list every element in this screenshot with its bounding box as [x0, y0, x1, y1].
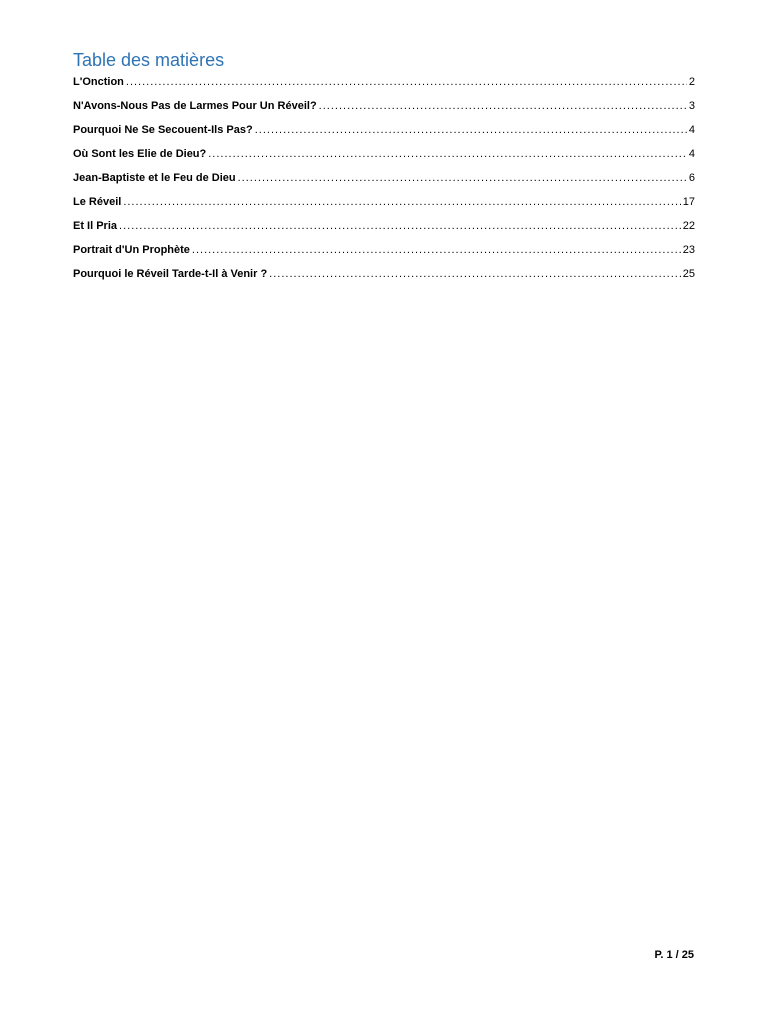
toc-entry[interactable] — [73, 98, 695, 122]
toc-entry[interactable] — [73, 74, 695, 98]
toc-entry-page[interactable]: 22 — [682, 220, 695, 232]
toc-entry[interactable] — [73, 194, 695, 218]
toc-entry-page[interactable]: 23 — [682, 244, 695, 256]
toc-dot-leader — [208, 146, 687, 162]
toc-dot-leader — [192, 242, 681, 258]
toc-dot-leader — [238, 170, 687, 186]
toc-dot-leader — [255, 122, 687, 138]
toc-dot-leader — [119, 218, 681, 234]
toc-dot-leader — [269, 266, 681, 282]
toc-entry-page[interactable]: 4 — [688, 124, 695, 136]
toc-entry-page[interactable]: 17 — [682, 196, 695, 208]
toc-entry-label[interactable]: Jean-Baptiste et le Feu de Dieu — [73, 172, 236, 184]
toc-entry[interactable] — [73, 266, 695, 290]
toc-entry-label[interactable]: Portrait d'Un Prophète — [73, 244, 190, 256]
toc-entry[interactable] — [73, 146, 695, 170]
toc-entry-page[interactable]: 25 — [682, 268, 695, 280]
toc-dot-leader — [319, 98, 687, 114]
toc-entry-label[interactable]: Pourquoi le Réveil Tarde-t-Il à Venir ? — [73, 268, 268, 280]
toc-title: Table des matières — [73, 50, 225, 70]
toc-entry-label[interactable]: Et Il Pria — [73, 220, 118, 232]
toc-entry-page[interactable]: 6 — [688, 172, 695, 184]
toc-entry-label[interactable]: N'Avons-Nous Pas de Larmes Pour Un Réveil? — [73, 100, 317, 112]
toc-entry-label[interactable]: Le Réveil — [73, 196, 122, 208]
toc-entry-label[interactable]: Où Sont les Elie de Dieu? — [73, 148, 207, 160]
toc-entry-label[interactable]: L'Onction — [73, 76, 124, 88]
page-number-footer: P. 1 / 25 — [654, 949, 694, 961]
toc-dot-leader — [126, 74, 687, 90]
toc-dot-leader — [123, 194, 680, 210]
toc-entry[interactable] — [73, 170, 695, 194]
toc-entry[interactable] — [73, 242, 695, 266]
toc-list — [73, 74, 695, 290]
toc-entry[interactable] — [73, 218, 695, 242]
toc-entry-page[interactable]: 3 — [688, 100, 695, 112]
toc-entry[interactable] — [73, 122, 695, 146]
toc-entry-page[interactable]: 2 — [688, 76, 695, 88]
toc-entry-label[interactable]: Pourquoi Ne Se Secouent-Ils Pas? — [73, 124, 253, 136]
toc-entry-page[interactable]: 4 — [688, 148, 695, 160]
